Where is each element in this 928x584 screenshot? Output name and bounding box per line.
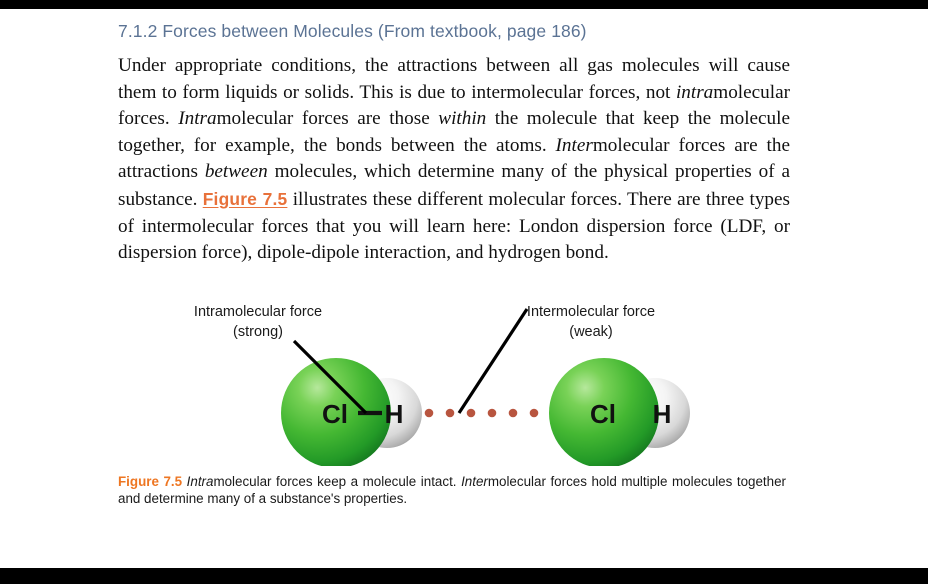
figure-caption-label: Figure 7.5	[118, 473, 183, 489]
top-letterbox-bar	[0, 0, 928, 9]
caption-emphasis-intra: Intra	[186, 473, 214, 489]
body-paragraph	[118, 53, 790, 267]
paragraph-text-2: molecular forces.	[118, 81, 790, 130]
page-title: 7.1.2 Forces between Molecules (From textbook, page 186)	[118, 21, 587, 41]
hydrogen-label-left: H	[384, 398, 404, 429]
molecule-left	[281, 341, 422, 466]
intramolecular-label-line1: Intramolecular force	[193, 303, 323, 320]
intermolecular-dotted-line	[404, 408, 560, 417]
emphasis-intra-1: intra	[675, 81, 714, 103]
caption-text-3: molecular forces hold multiple molecules together and determine many of a substance's properties.	[118, 473, 786, 507]
molecule-right	[549, 358, 690, 466]
paragraph-text-7: illustrates these different molecular forces. There are three types of intermolecular forces that you will learn here: London dispersion force (LDF, or dispersion force), dipole-dipole interaction, and hydrogen bond.	[118, 188, 790, 264]
intermolecular-leader-line	[459, 309, 527, 413]
emphasis-within: within	[438, 108, 487, 130]
paragraph-text-3: molecular forces are those	[216, 108, 439, 130]
figure-7-5	[118, 291, 790, 466]
paragraph-text-4: the molecule that keep the molecule together, for example, the bonds between the atoms.	[118, 108, 790, 156]
caption-emphasis-inter: Inter	[461, 473, 488, 489]
paragraph-text-6: molecules, which determine many of the physical properties of a substance.	[118, 161, 790, 210]
intermolecular-label-line2: (weak)	[569, 323, 613, 340]
molecule-diagram	[118, 291, 790, 466]
bottom-letterbox-bar	[0, 568, 928, 584]
intramolecular-label-line2: (strong)	[233, 323, 283, 340]
emphasis-between: between	[204, 161, 268, 183]
chlorine-label-left: Cl	[322, 398, 348, 429]
figure-caption	[118, 473, 786, 508]
chlorine-label-right: Cl	[590, 398, 616, 429]
emphasis-inter-1: Inter	[555, 134, 593, 156]
emphasis-intra-2: Intra	[178, 108, 217, 130]
page-content	[118, 21, 790, 508]
intermolecular-label-line1: Intermolecular force	[526, 303, 656, 320]
paragraph-text-1: Under appropriate conditions, the attractions between all gas molecules will cause them to form liquids or solids. This is due to intermolecular forces, not	[118, 55, 790, 103]
paragraph-text-5: molecular forces are the attractions	[118, 134, 790, 183]
caption-text-2: molecular forces keep a molecule intact.	[213, 473, 462, 489]
document-page	[0, 9, 928, 568]
figure-7-5-link[interactable]: Figure 7.5	[202, 188, 288, 209]
hydrogen-label-right: H	[652, 398, 672, 429]
